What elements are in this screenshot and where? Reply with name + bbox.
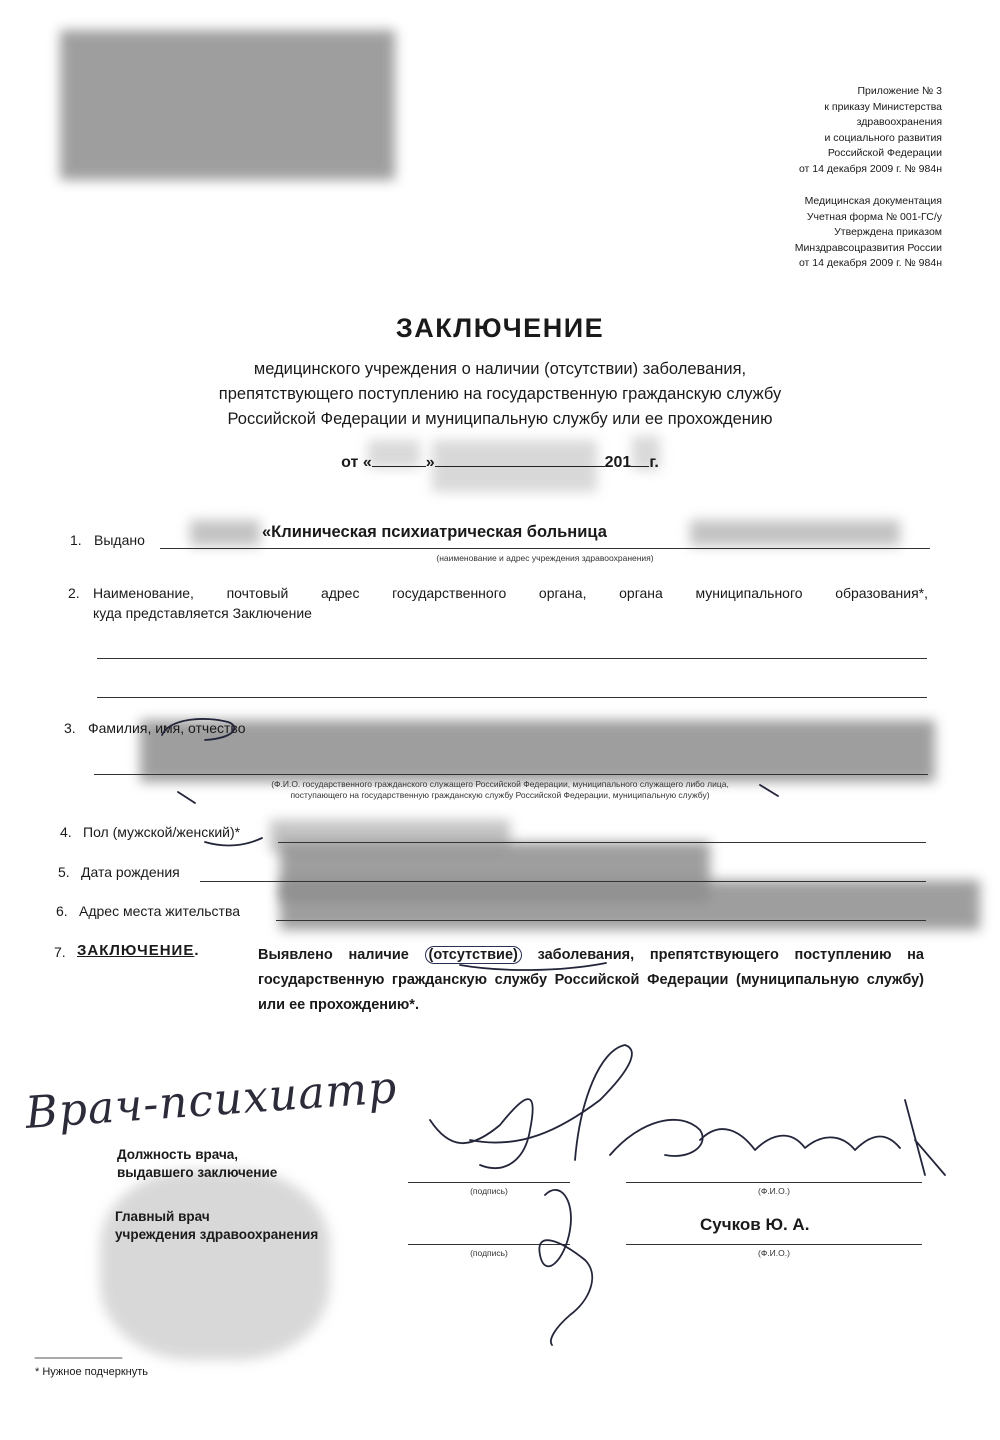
- date-prefix: от «: [341, 454, 372, 471]
- handwritten-position: Врач-психиатр: [23, 1062, 399, 1139]
- form-line: от 14 декабря 2009 г. № 984н: [798, 257, 942, 270]
- footnote: * Нужное подчеркнуть: [35, 1366, 149, 1378]
- doctor-fio-caption: (Ф.И.О.): [758, 1186, 790, 1196]
- conclusion-part-1: Выявлено наличие: [258, 947, 409, 963]
- subtitle-line: препятствующего поступлению на государственную гражданскую службу: [218, 385, 782, 403]
- item-3-caption-line: (Ф.И.О. государственного гражданского служащего Российской Федерации, муниципального служащего либо лица,: [271, 779, 729, 789]
- form-line: Минздравсоцразвития России: [794, 241, 942, 254]
- appendix-line: и социального развития: [824, 131, 942, 144]
- item-5-number: 5.: [58, 864, 70, 880]
- item-3-number: 3.: [64, 720, 76, 736]
- item-1-caption: (наименование и адрес учреждения здравоохранения): [436, 553, 654, 563]
- appendix-line: от 14 декабря 2009 г. № 984н: [798, 162, 942, 175]
- appendix-line: к приказу Министерства: [824, 100, 942, 113]
- caption-strike-mark-2: [760, 785, 778, 796]
- item-3-caption-line: поступающего на государственную гражданскую службу Российской Федерации, муниципальную службу): [290, 790, 710, 800]
- chief-doctor-label-line: Главный врач: [115, 1209, 210, 1224]
- chief-doctor-label-line: учреждения здравоохранения: [115, 1227, 319, 1242]
- item-1-number: 1.: [70, 532, 82, 548]
- appendix-line: здравоохранения: [856, 116, 942, 129]
- item-7-number: 7.: [54, 944, 66, 960]
- absence-underline-mark: [460, 963, 606, 970]
- item-3-label: Фамилия, имя, отчество: [88, 720, 246, 736]
- date-mid: »: [425, 454, 435, 471]
- item-2-number: 2.: [68, 585, 80, 601]
- item-1-label: Выдано: [94, 532, 145, 548]
- appendix-line: Приложение № 3: [857, 85, 942, 97]
- chief-signature-mark: [539, 1190, 592, 1345]
- date-year: 201: [604, 454, 632, 471]
- date-suffix: г.: [649, 454, 659, 471]
- item-4-number: 4.: [60, 824, 72, 840]
- doctor-position-label-line: Должность врача,: [117, 1147, 239, 1162]
- item-5-label: Дата рождения: [81, 864, 180, 880]
- form-line: Утверждена приказом: [834, 226, 942, 239]
- item-4-label: Пол (мужской/женский)*: [83, 824, 241, 840]
- doctor-signature-mark: [430, 1045, 632, 1168]
- form-line: Учетная форма № 001-ГС/у: [806, 210, 942, 223]
- appendix-line: Российской Федерации: [827, 147, 942, 160]
- caption-strike-mark: [178, 792, 195, 803]
- item-7-label: ЗАКЛЮЧЕНИЕ: [77, 942, 195, 959]
- name-circle-mark: [162, 719, 234, 740]
- doctor-position-label-line: выдавшего заключение: [117, 1165, 278, 1180]
- chief-fio-caption: (Ф.И.О.): [758, 1248, 790, 1258]
- doctor-signature-caption: (подпись): [470, 1186, 508, 1196]
- item-6-label: Адрес места жительства: [79, 903, 241, 919]
- document-title: ЗАКЛЮЧЕНИЕ: [395, 313, 605, 343]
- subtitle-line: медицинского учреждения о наличии (отсутствии) заболевания,: [253, 360, 747, 378]
- item-1-value: «Клиническая психиатрическая больница: [262, 523, 607, 541]
- subtitle-line: Российской Федерации и муниципальную службу или ее прохождению: [227, 410, 773, 428]
- item-2-label-cont: куда представляется Заключение: [93, 605, 312, 621]
- chief-fio: Сучков Ю. А.: [700, 1215, 810, 1234]
- conclusion-part-2: заболевания, препятствующего поступлению на государственную гражданскую службу Российской Федерации (муниципальную службу) или ее прохождению*.: [258, 947, 924, 1013]
- doctor-fio-signature-mark: [610, 1100, 945, 1175]
- conclusion-circled-absence: (отсутствие): [425, 946, 522, 964]
- gender-underline-mark: [205, 838, 262, 845]
- chief-signature-caption: (подпись): [470, 1248, 508, 1258]
- form-line: Медицинская документация: [804, 195, 942, 207]
- item-7-label-dot: .: [194, 942, 200, 959]
- item-2-label: Наименование, почтовый адрес государственного органа, органа муниципального образования*,: [93, 585, 928, 601]
- item-6-number: 6.: [56, 903, 68, 919]
